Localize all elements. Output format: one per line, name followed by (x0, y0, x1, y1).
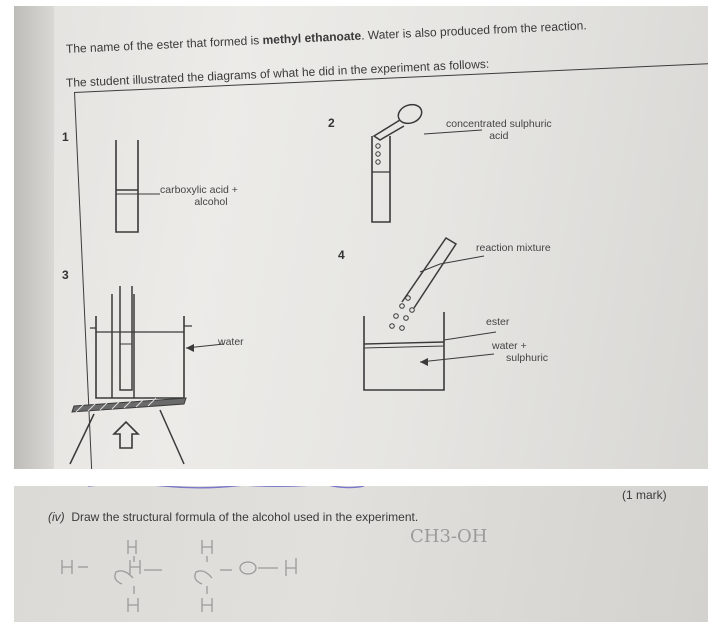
question-text: Draw the structural formula of the alcohol used in the experiment. (71, 510, 419, 524)
answer-structural-formula (54, 532, 324, 622)
diagram-2-label (446, 118, 552, 142)
question-part: (iv) (48, 510, 65, 524)
diagram-2-label-line2: acid (489, 130, 509, 142)
diagram-4-label-water (492, 340, 548, 364)
page-edge (14, 6, 54, 469)
question-line (48, 510, 418, 524)
diagram-1-number: 1 (62, 130, 69, 144)
diagram-3-number: 3 (62, 268, 69, 282)
diagram-4-label-water-line2: sulphuric (506, 352, 549, 364)
diagram-1-label-line2: alcohol (194, 196, 228, 208)
diagram-4-label-ester: ester (486, 316, 510, 328)
diagram-1-label (160, 184, 238, 208)
diagram-2-number: 2 (328, 116, 335, 130)
diagram-3-water-bath (74, 286, 244, 466)
intro-text-end: . Water is also produced from the reaction. (360, 18, 587, 43)
diagram-4-label-water-line1: water + (492, 340, 527, 352)
diagram-4-label-top: reaction mixture (476, 242, 551, 254)
diagram-2-label-line1: concentrated sulphuric (446, 118, 552, 130)
ester-name: methyl ethanoate (262, 28, 362, 48)
answer-condensed-formula: CH3-OH (410, 526, 488, 547)
marks: (1 mark) (622, 488, 667, 502)
diagram-1-label-line1: carboxylic acid + (160, 184, 238, 196)
intro-line-1 (66, 18, 587, 56)
diagram-3-label: water (218, 336, 244, 348)
intro-text: The name of the ester that formed is (65, 33, 263, 56)
worksheet-photo-top (14, 6, 708, 469)
worksheet-photo-bottom (14, 486, 708, 622)
diagram-1-test-tube (104, 136, 164, 246)
pen-scribble (84, 486, 384, 494)
intro-line-2: The student illustrated the diagrams of what he did in the experiment as follows: (65, 56, 490, 90)
diagram-4-number: 4 (338, 248, 345, 262)
